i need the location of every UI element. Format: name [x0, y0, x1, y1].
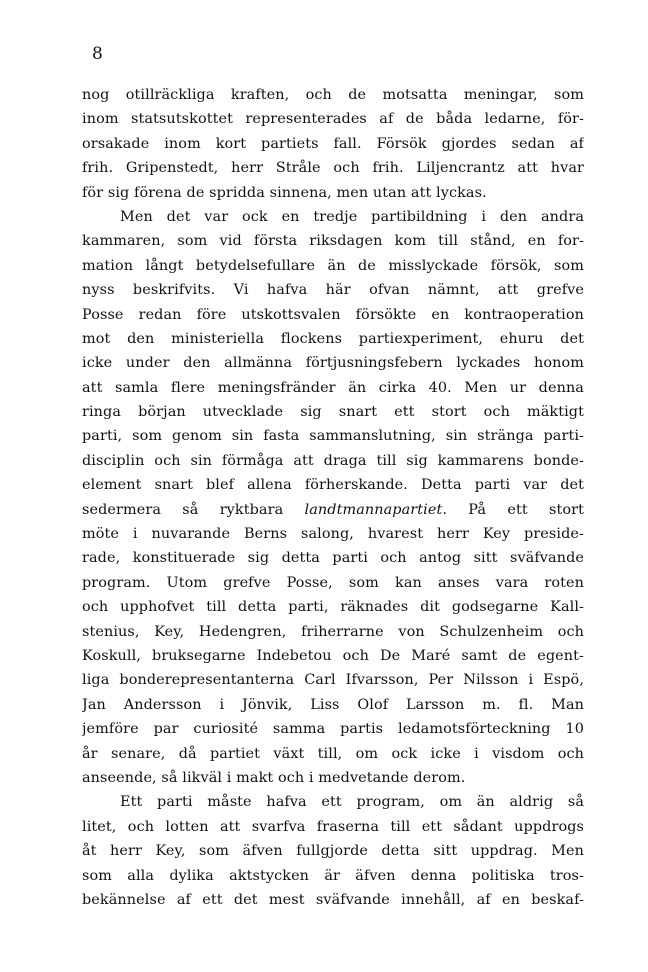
text-line: anseende, så likväl i makt och i medvetande derom.	[82, 769, 466, 786]
paragraph-start-line: Ett parti måste hafva ett program, om än aldrig så	[120, 794, 584, 811]
text-line: kammaren, som vid första riksdagen kom till stånd, en for-	[82, 233, 584, 250]
text-fragment: På ett stort	[447, 501, 584, 518]
text-line: att samla flere meningsfränder än cirka 40. Men ur denna	[82, 379, 584, 396]
text-line: Koskull, bruksegarne Indebetou och De Maré samt de egent-	[82, 647, 584, 664]
text-line: Posse redan före utskottsvalen försökte en kontraoperation	[82, 306, 584, 323]
text-line: nyss beskrifvits. Vi hafva här ofvan nämnt, att grefve	[82, 282, 584, 299]
page-number: 8	[92, 44, 103, 64]
text-line: disciplin och sin förmåga att draga till sig kammarens bonde-	[82, 452, 584, 469]
text-fragment: sedermera så ryktbara	[82, 501, 305, 518]
text-line: rade, konstituerade sig detta parti och antog sitt sväfvande	[82, 550, 584, 567]
text-line: litet, och lotten att svarfva fraserna till ett sådant uppdrogs	[82, 818, 584, 835]
text-line: Jan Andersson i Jönvik, Liss Olof Larsson m. fl. Man	[82, 696, 584, 713]
text-line: bekännelse af ett det mest sväfvande innehåll, af en beskaf-	[82, 891, 584, 908]
text-line: som alla dylika aktstycken är äfven denna politiska tros-	[82, 867, 584, 884]
italic-party-name: landtmannapartiet.	[304, 501, 448, 518]
body-text	[82, 83, 584, 912]
text-line: möte i nuvarande Berns salong, hvarest herr Key preside-	[82, 526, 584, 543]
text-line: orsakade inom kort partiets fall. Försök gjordes sedan af	[82, 135, 584, 152]
text-line: år senare, då partiet växt till, om ock icke i visdom och	[82, 745, 584, 762]
text-line: element snart blef allena förherskande. Detta parti var det	[82, 477, 584, 494]
text-line: frih. Gripenstedt, herr Stråle och frih. Liljencrantz att hvar	[82, 160, 584, 177]
text-line: stenius, Key, Hedengren, friherrarne von Schulzenheim och	[82, 623, 584, 640]
text-line: jemföre par curiosité samma partis ledamotsförteckning 10	[82, 721, 584, 738]
text-line: inom statsutskottet representerades af de båda ledarne, för-	[82, 111, 584, 128]
text-line: icke under den allmänna förtjusningsfebern lyckades honom	[82, 355, 584, 372]
text-line: och upphofvet till detta parti, räknades dit godsegarne Kall-	[82, 599, 584, 616]
text-line: mation långt betydelsefullare än de misslyckade försök, som	[82, 257, 584, 274]
text-line: liga bonderepresentanterna Carl Ifvarsson, Per Nilsson i Espö,	[82, 672, 584, 689]
text-line: åt herr Key, som äfven fullgjorde detta sitt uppdrag. Men	[82, 843, 584, 860]
paragraph-start-line: Men det var ock en tredje partibildning i den andra	[120, 208, 584, 225]
text-line: ringa början utvecklade sig snart ett stort och mäktigt	[82, 404, 584, 421]
text-line: mot den ministeriella flockens partiexperiment, ehuru det	[82, 330, 584, 347]
text-line: för sig förena de spridda sinnena, men utan att lyckas.	[82, 184, 487, 201]
text-line-mixed	[82, 498, 584, 522]
text-line: nog otillräckliga kraften, och de motsatta meningar, som	[82, 87, 584, 103]
text-line: program. Utom grefve Posse, som kan anses vara roten	[82, 574, 584, 591]
text-line: parti, som genom sin fasta sammanslutning, sin stränga parti-	[82, 428, 584, 445]
